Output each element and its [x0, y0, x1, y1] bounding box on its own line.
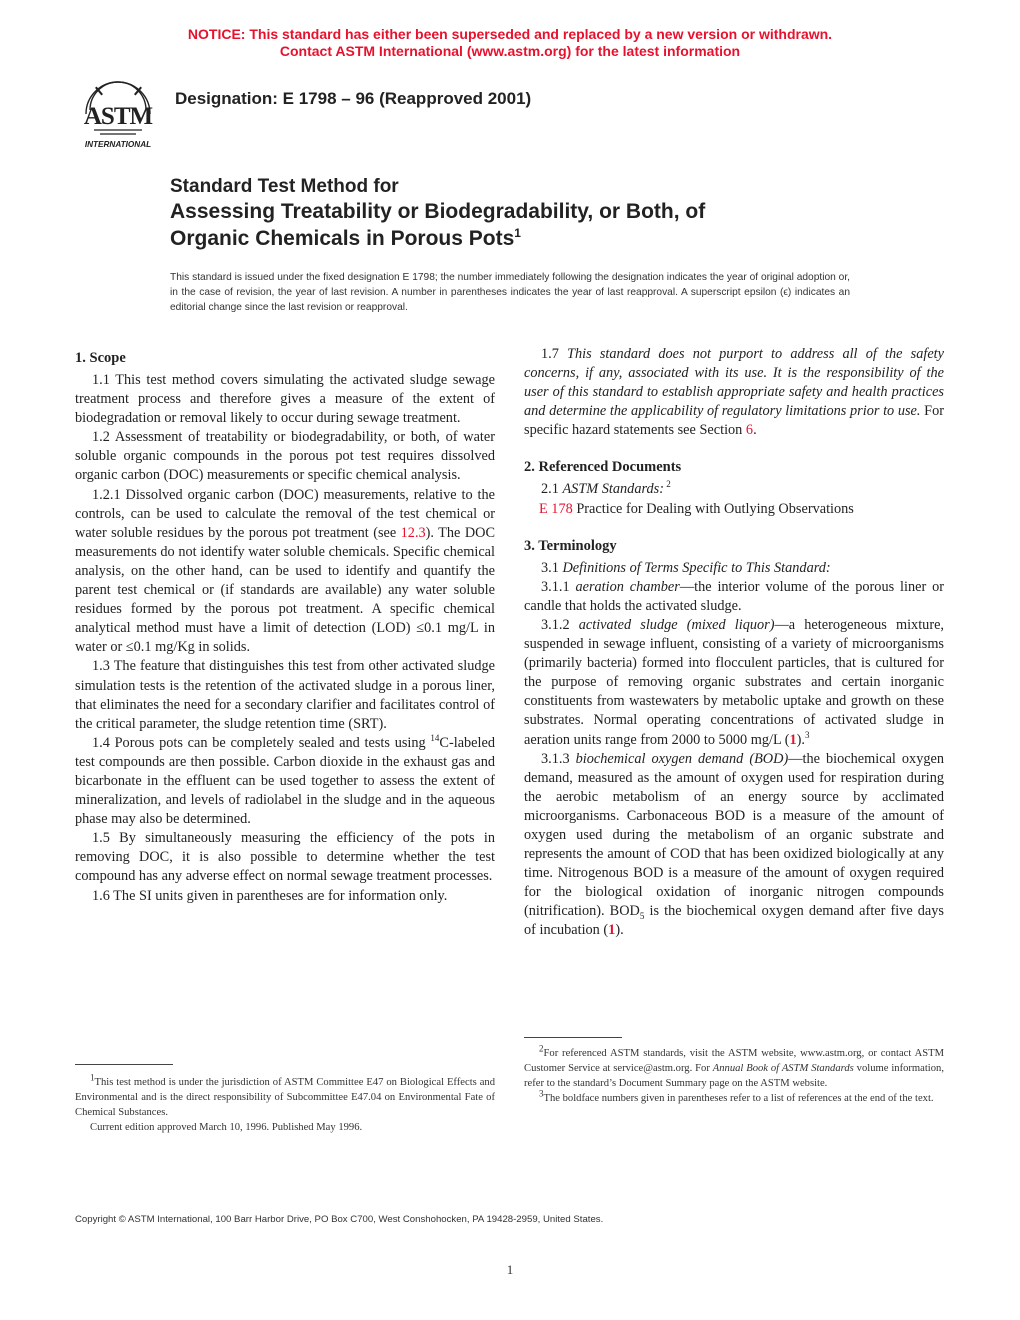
link-section-6[interactable]: 6 — [745, 422, 754, 439]
footnote-1-text — [75, 1072, 495, 1120]
para-1-3: 1.3 The feature that distinguishes this test from other activated sludge simulation tests is the retention of the activated sludge in a porous liner, that eliminates the need for a secondary clarifier and facilitates control of the critical parameter, the sludge retention time (SRT). — [75, 658, 495, 732]
para-1-7-text: For specific hazard statements see Section — [524, 403, 944, 439]
para-3-1-3-text-2: is the biochemical oxygen demand after five days of incubation ( — [524, 903, 944, 939]
footnote-1-edition: Current edition approved March 10, 1996. Published May 1996. — [90, 1122, 363, 1133]
para-3-1-3-text: —the biochemical oxygen demand, measured as the amount of oxygen used for respiration during the aerobic metabolism of an energy source by acclimated microorganisms. Carbonaceous BOD is a measure of the amount of oxygen used during the metabolism of an organic substrate and represents the amount of COD that has been oxidized biologically at any time. Nitrogenous BOD is a measure of the amount of oxygen required for the biological oxidation of inorganic nitrogen compounds (nitrification). BOD — [524, 750, 944, 920]
title-line-2 — [170, 225, 930, 252]
para-3-1-2 — [524, 616, 944, 750]
footnotes-right — [524, 1043, 944, 1106]
para-1-5: 1.5 By simultaneously measuring the efficiency of the pots in removing DOC, it is also possible to determine whether the test compound has any adverse effect on normal sewage treatment processes. — [75, 830, 495, 885]
page-number: 1 — [506, 1262, 514, 1277]
title-line-2-text: Organic Chemicals in Porous Pots — [170, 227, 515, 250]
para-3-1 — [524, 559, 944, 578]
left-column — [75, 345, 495, 906]
section-gap — [524, 440, 944, 454]
para-3-1-italic: Definitions of Terms Specific to This Standard: — [562, 559, 831, 576]
footnote-3-mark: 3 — [805, 729, 810, 740]
scope-heading: 1. Scope — [75, 350, 126, 366]
term-aeration-chamber: aeration chamber — [575, 578, 680, 595]
para-1-2-1-text-a: 1.2.1 Dissolved organic carbon (DOC) measurements, relative to the controls, can be used to calculate the removal of the test chemical or water soluble residues by the porous pot treatment (see — [75, 486, 495, 541]
issue-note: This standard is issued under the fixed designation E 1798; the number immediately following the designation indicates the year of original adoption or, in the case of revision, the year of last revision. A number in parentheses indicates the year of last reapproval. A superscript epsilon (ϵ) indicates an editorial change since the last revision or reapproval. — [170, 272, 850, 313]
link-reference-1b[interactable]: 1 — [608, 922, 616, 939]
para-2-1-italic: ASTM Standards: — [562, 481, 664, 498]
footnote-3-mark-fn: 3 — [539, 1088, 544, 1099]
link-e178[interactable]: E 178 — [539, 500, 573, 517]
notice-line-2: Contact ASTM International (www.astm.org) for the latest information — [279, 43, 741, 59]
para-3-1-num: 3.1 — [541, 559, 563, 576]
para-1-4-text-b: C-labeled test compounds are then possible. Carbon dioxide in the exhaust gas and bicarbonate in the effluent can be used together to assess the extent of mineralization, and levels of radiolabel in the sludge and in the aqueous phase may also be determined. — [75, 734, 495, 828]
para-1-4-sup: 14 — [430, 733, 440, 744]
para-3-1-3-num: 3.1.3 — [541, 750, 576, 767]
footnote-3-body: The boldface numbers given in parentheses refer to a list of references at the end of the text. — [543, 1093, 934, 1104]
footnote-2-body-a: For referenced ASTM standards, visit the ASTM website, www.astm.org, or contact ASTM Customer Service at service@astm.org. For — [524, 1048, 944, 1074]
right-column — [524, 345, 944, 941]
footnote-2-mark: 2 — [539, 1043, 544, 1054]
para-3-1-2-text: —a heterogeneous mixture, suspended in sewage influent, consisting of a variety of microorganisms (primarily bacteria) formed into flocculent particles, that is cultured for the purpose of removing organic substrates and certain inorganic constituents from wastewaters by metabolic uptake and growth on these substrates. Normal operating concentrations of activated sludge in aeration units range from 2000 to 5000 mg/L ( — [524, 616, 945, 748]
para-2-1-num: 2.1 — [541, 481, 563, 498]
link-section-12-3[interactable]: 12.3 — [400, 524, 426, 541]
para-3-1-1 — [524, 578, 944, 616]
para-1-4 — [75, 734, 495, 829]
term-activated-sludge: activated sludge (mixed liquor) — [578, 616, 775, 633]
notice-banner — [0, 26, 1020, 60]
title-line-1: Assessing Treatability or Biodegradability, or Both, of — [170, 200, 706, 223]
para-1-2-1 — [75, 486, 495, 658]
para-3-1-3-end: ). — [615, 922, 624, 939]
logo-subtext: INTERNATIONAL — [84, 140, 152, 149]
para-3-1-1-text: —the interior volume of the porous liner or candle that holds the activated sludge. — [524, 578, 945, 614]
footnote-2-body-b: volume information, refer to the standard’s Document Summary page on the ASTM website. — [524, 1063, 944, 1089]
para-1-6: 1.6 The SI units given in parentheses are for information only. — [92, 887, 448, 904]
para-1-4-text-a: 1.4 Porous pots can be completely sealed and tests using — [92, 734, 431, 751]
footnote-rule-right — [524, 1037, 622, 1038]
ref-e178-text: Practice for Dealing with Outlying Observations — [572, 500, 854, 517]
para-1-7-end: . — [753, 422, 757, 439]
footnote-3-text — [524, 1088, 944, 1106]
title-block — [170, 176, 930, 252]
para-3-1-1-num: 3.1.1 — [541, 578, 576, 595]
para-1-7 — [524, 345, 944, 440]
footnote-2-text — [524, 1043, 944, 1091]
para-3-1-3 — [524, 750, 944, 941]
para-1-7-num: 1.7 — [541, 346, 568, 362]
term-bod: biochemical oxygen demand (BOD) — [575, 750, 789, 767]
para-1-7-italic: This standard does not purport to address all of the safety concerns, if any, associated with its use. It is the responsibility of the user of this standard to establish appropriate safety and health practices and determine the applicability of regulatory limitations prior to use. — [524, 346, 944, 420]
para-3-1-2-num: 3.1.2 — [541, 616, 579, 633]
para-2-1 — [524, 480, 944, 499]
title-subheading: Standard Test Method for — [170, 176, 399, 197]
designation: Designation: E 1798 – 96 (Reapproved 2001) — [175, 89, 532, 108]
notice-line-1: NOTICE: This standard has either been superseded and replaced by a new version or withdrawn. — [187, 26, 833, 42]
logo-text: ASTM — [83, 103, 153, 130]
para-1-1: 1.1 This test method covers simulating the activated sludge sewage treatment process and therefore gives a measure of the extent of biodegradation or removal likely to occur during sewage treatment. — [75, 372, 495, 427]
para-1-2-1-text-b: ). The DOC measurements do not identify water soluble chemicals. Specific chemical analysis, on the other hand, can be used to identify and quantify the parent test chemical or (if standards are available) any water soluble residues formed by the porous pot treatment. A specific chemical analytical method must have a limit of detection (LOD) ≤0.1 mg/L in water or ≤0.1 mg/Kg in solids. — [75, 524, 496, 656]
copyright: Copyright © ASTM International, 100 Barr Harbor Drive, PO Box C700, West Conshohocken, PA 19428-2959, United States. — [75, 1214, 604, 1225]
footnote-2-italic: Annual Book of ASTM Standards — [712, 1063, 854, 1074]
title-footnote-mark: 1 — [514, 226, 521, 240]
footnote-rule-left — [75, 1064, 173, 1065]
section-gap — [524, 519, 944, 533]
ref-e178 — [524, 500, 944, 519]
terminology-heading: 3. Terminology — [524, 537, 617, 554]
footnote-1-body: This test method is under the jurisdiction of ASTM Committee E47 on Biological Effects and Environmental and is the direct responsibility of Subcommittee E47.04 on Environmental Fate of Chemical Substances. — [75, 1077, 495, 1118]
para-2-1-sup: 2 — [664, 479, 671, 490]
footnote-1 — [75, 1072, 495, 1135]
para-3-1-2-end: ). — [796, 731, 805, 748]
astm-logo-icon — [76, 80, 160, 150]
para-1-2: 1.2 Assessment of treatability or biodegradability, or both, of water soluble organic compounds in the porous pot test requires dissolved organic carbon (DOC) measurements or specific chemical analysis. — [75, 429, 495, 484]
link-reference-1[interactable]: 1 — [789, 731, 797, 748]
footnote-1-mark: 1 — [90, 1072, 95, 1083]
bod5-subscript: 5 — [639, 911, 645, 922]
refdocs-heading: 2. Referenced Documents — [524, 459, 682, 476]
